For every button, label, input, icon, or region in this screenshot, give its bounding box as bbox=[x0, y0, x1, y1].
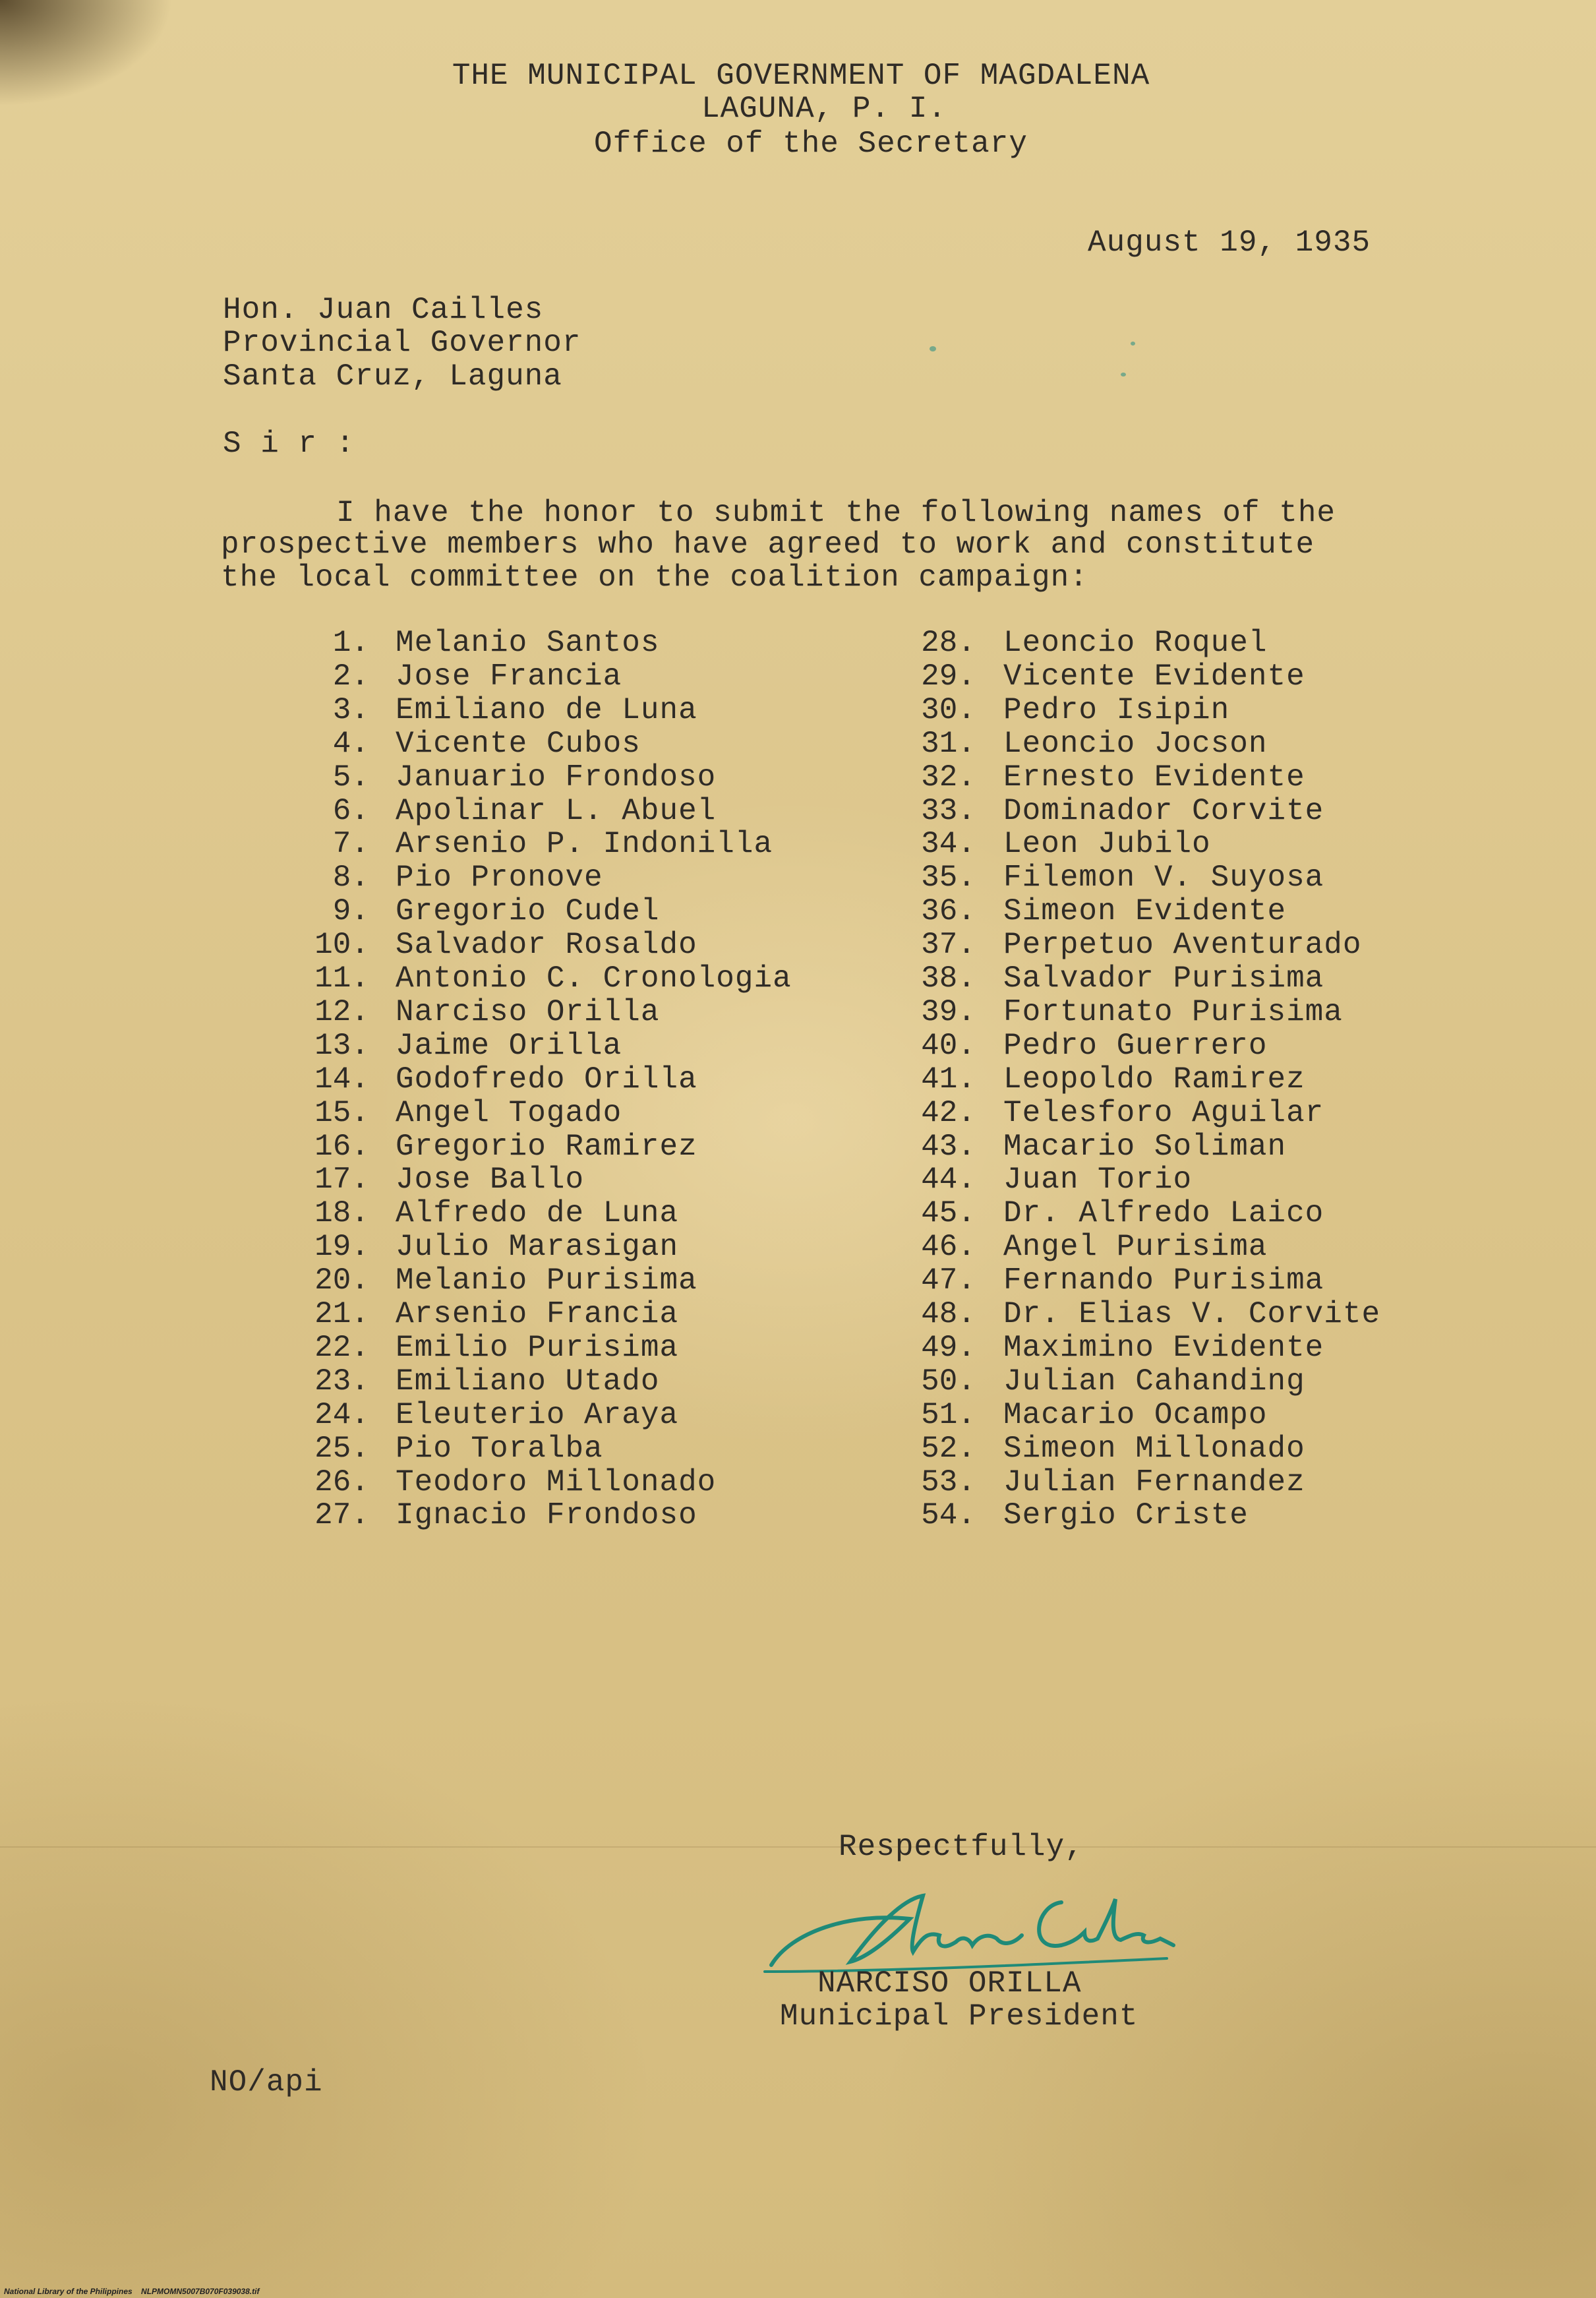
ink-speck bbox=[1131, 342, 1135, 346]
member-number: 9. bbox=[332, 894, 369, 928]
member-name: Emilio Purisima bbox=[396, 1331, 679, 1365]
member-number: 35. bbox=[921, 861, 976, 895]
member-name: Vicente Cubos bbox=[396, 727, 641, 761]
member-number: 15. bbox=[314, 1096, 369, 1130]
member-name: Salvador Rosaldo bbox=[396, 928, 697, 962]
archive-footer: National Library of the Philippines NLPMOMN5007B070F039038.tif bbox=[4, 2287, 260, 2296]
member-name: Melanio Santos bbox=[396, 626, 660, 660]
closing: Respectfully, bbox=[839, 1830, 1084, 1864]
member-number: 31. bbox=[921, 727, 976, 761]
ink-speck bbox=[930, 346, 936, 351]
body-line-3: the local committee on the coalition campaign: bbox=[221, 560, 1088, 595]
member-number: 2. bbox=[332, 659, 369, 694]
member-number: 20. bbox=[314, 1263, 369, 1298]
member-number: 18. bbox=[314, 1196, 369, 1230]
member-number: 5. bbox=[332, 760, 369, 795]
member-number: 49. bbox=[921, 1331, 976, 1365]
member-number: 36. bbox=[921, 894, 976, 928]
member-name: Leoncio Jocson bbox=[1003, 727, 1268, 761]
member-name: Melanio Purisima bbox=[396, 1263, 697, 1298]
signatory-name: NARCISO ORILLA bbox=[817, 1966, 1082, 2001]
member-name: Angel Purisima bbox=[1003, 1230, 1268, 1264]
letter-date: August 19, 1935 bbox=[1088, 226, 1371, 260]
member-number: 30. bbox=[921, 693, 976, 727]
member-name: Sergio Criste bbox=[1003, 1498, 1249, 1532]
member-number: 1. bbox=[332, 626, 369, 660]
ink-speck bbox=[1121, 373, 1126, 377]
member-number: 32. bbox=[921, 760, 976, 795]
member-number: 39. bbox=[921, 995, 976, 1029]
member-number: 23. bbox=[314, 1364, 369, 1399]
member-number: 17. bbox=[314, 1163, 369, 1197]
member-name: Apolinar L. Abuel bbox=[396, 794, 717, 828]
member-name: Pio Pronove bbox=[396, 861, 603, 895]
member-name: Ernesto Evidente bbox=[1003, 760, 1305, 795]
member-name: Vicente Evidente bbox=[1003, 659, 1305, 694]
member-name: Julian Cahanding bbox=[1003, 1364, 1305, 1399]
member-name: Leopoldo Ramirez bbox=[1003, 1062, 1305, 1097]
member-number: 42. bbox=[921, 1096, 976, 1130]
member-number: 45. bbox=[921, 1196, 976, 1230]
member-name: Perpetuo Aventurado bbox=[1003, 928, 1362, 962]
typist-initials: NO/api bbox=[210, 2065, 323, 2100]
addressee-title: Provincial Governor bbox=[223, 326, 581, 360]
member-name: Eleuterio Araya bbox=[396, 1398, 679, 1432]
member-number: 12. bbox=[314, 995, 369, 1029]
member-number: 27. bbox=[314, 1498, 369, 1532]
member-name: Macario Ocampo bbox=[1003, 1398, 1268, 1432]
body-line-1: I have the honor to submit the following names of the bbox=[336, 496, 1336, 530]
member-name: Simeon Millonado bbox=[1003, 1432, 1305, 1466]
member-number: 6. bbox=[332, 794, 369, 828]
member-number: 7. bbox=[332, 827, 369, 861]
member-name: Leon Jubilo bbox=[1003, 827, 1211, 861]
member-number: 38. bbox=[921, 961, 976, 996]
member-name: Pedro Guerrero bbox=[1003, 1029, 1268, 1063]
member-name: Emiliano de Luna bbox=[396, 693, 697, 727]
member-name: Salvador Purisima bbox=[1003, 961, 1324, 996]
letterhead-line-1: THE MUNICIPAL GOVERNMENT OF MAGDALENA bbox=[452, 59, 1150, 93]
member-name: Leoncio Roquel bbox=[1003, 626, 1268, 660]
member-number: 40. bbox=[921, 1029, 976, 1063]
salutation: S i r : bbox=[223, 427, 355, 461]
member-number: 46. bbox=[921, 1230, 976, 1264]
member-number: 29. bbox=[921, 659, 976, 694]
signatory-title: Municipal President bbox=[780, 1999, 1138, 2034]
member-name: Angel Togado bbox=[396, 1096, 622, 1130]
member-name: Emiliano Utado bbox=[396, 1364, 660, 1399]
member-number: 14. bbox=[314, 1062, 369, 1097]
member-number: 28. bbox=[921, 626, 976, 660]
member-name: Teodoro Millonado bbox=[396, 1465, 717, 1499]
member-number: 24. bbox=[314, 1398, 369, 1432]
member-number: 48. bbox=[921, 1297, 976, 1331]
addressee-location: Santa Cruz, Laguna bbox=[223, 359, 562, 394]
member-name: Jose Ballo bbox=[396, 1163, 585, 1197]
member-name: Julian Fernandez bbox=[1003, 1465, 1305, 1499]
member-name: Fortunato Purisima bbox=[1003, 995, 1343, 1029]
member-number: 41. bbox=[921, 1062, 976, 1097]
member-number: 43. bbox=[921, 1130, 976, 1164]
member-number: 19. bbox=[314, 1230, 369, 1264]
member-number: 37. bbox=[921, 928, 976, 962]
member-name: Julio Marasigan bbox=[396, 1230, 679, 1264]
member-name: Fernando Purisima bbox=[1003, 1263, 1324, 1298]
letterhead-line-2: LAGUNA, P. I. bbox=[701, 92, 947, 126]
member-name: Ignacio Frondoso bbox=[396, 1498, 697, 1532]
member-name: Maximino Evidente bbox=[1003, 1331, 1324, 1365]
member-number: 16. bbox=[314, 1130, 369, 1164]
member-number: 33. bbox=[921, 794, 976, 828]
member-number: 54. bbox=[921, 1498, 976, 1532]
member-name: Jose Francia bbox=[396, 659, 622, 694]
member-name: Gregorio Ramirez bbox=[396, 1130, 697, 1164]
member-name: Antonio C. Cronologia bbox=[396, 961, 792, 996]
member-name: Alfredo de Luna bbox=[396, 1196, 679, 1230]
member-number: 47. bbox=[921, 1263, 976, 1298]
member-number: 34. bbox=[921, 827, 976, 861]
member-number: 10. bbox=[314, 928, 369, 962]
member-name: Simeon Evidente bbox=[1003, 894, 1287, 928]
member-name: Januario Frondoso bbox=[396, 760, 717, 795]
body-line-2: prospective members who have agreed to work and constitute bbox=[221, 528, 1315, 562]
member-number: 25. bbox=[314, 1432, 369, 1466]
member-number: 51. bbox=[921, 1398, 976, 1432]
paper-fold-line bbox=[0, 1846, 1596, 1848]
member-number: 44. bbox=[921, 1163, 976, 1197]
member-name: Juan Torio bbox=[1003, 1163, 1193, 1197]
member-name: Dr. Elias V. Corvite bbox=[1003, 1297, 1381, 1331]
member-number: 8. bbox=[332, 861, 369, 895]
member-name: Jaime Orilla bbox=[396, 1029, 622, 1063]
addressee-name: Hon. Juan Cailles bbox=[223, 293, 544, 327]
letterhead-line-3: Office of the Secretary bbox=[594, 127, 1028, 161]
member-number: 3. bbox=[332, 693, 369, 727]
member-number: 21. bbox=[314, 1297, 369, 1331]
member-name: Godofredo Orilla bbox=[396, 1062, 697, 1097]
member-name: Macario Soliman bbox=[1003, 1130, 1287, 1164]
member-name: Gregorio Cudel bbox=[396, 894, 660, 928]
member-name: Filemon V. Suyosa bbox=[1003, 861, 1324, 895]
member-name: Pedro Isipin bbox=[1003, 693, 1230, 727]
member-number: 52. bbox=[921, 1432, 976, 1466]
member-number: 26. bbox=[314, 1465, 369, 1499]
member-name: Telesforo Aguilar bbox=[1003, 1096, 1324, 1130]
member-name: Narciso Orilla bbox=[396, 995, 660, 1029]
member-number: 22. bbox=[314, 1331, 369, 1365]
member-number: 53. bbox=[921, 1465, 976, 1499]
member-number: 50. bbox=[921, 1364, 976, 1399]
member-name: Dr. Alfredo Laico bbox=[1003, 1196, 1324, 1230]
member-name: Arsenio P. Indonilla bbox=[396, 827, 773, 861]
member-number: 13. bbox=[314, 1029, 369, 1063]
member-name: Arsenio Francia bbox=[396, 1297, 679, 1331]
member-number: 4. bbox=[332, 727, 369, 761]
member-number: 11. bbox=[314, 961, 369, 996]
member-name: Dominador Corvite bbox=[1003, 794, 1324, 828]
member-name: Pio Toralba bbox=[396, 1432, 603, 1466]
